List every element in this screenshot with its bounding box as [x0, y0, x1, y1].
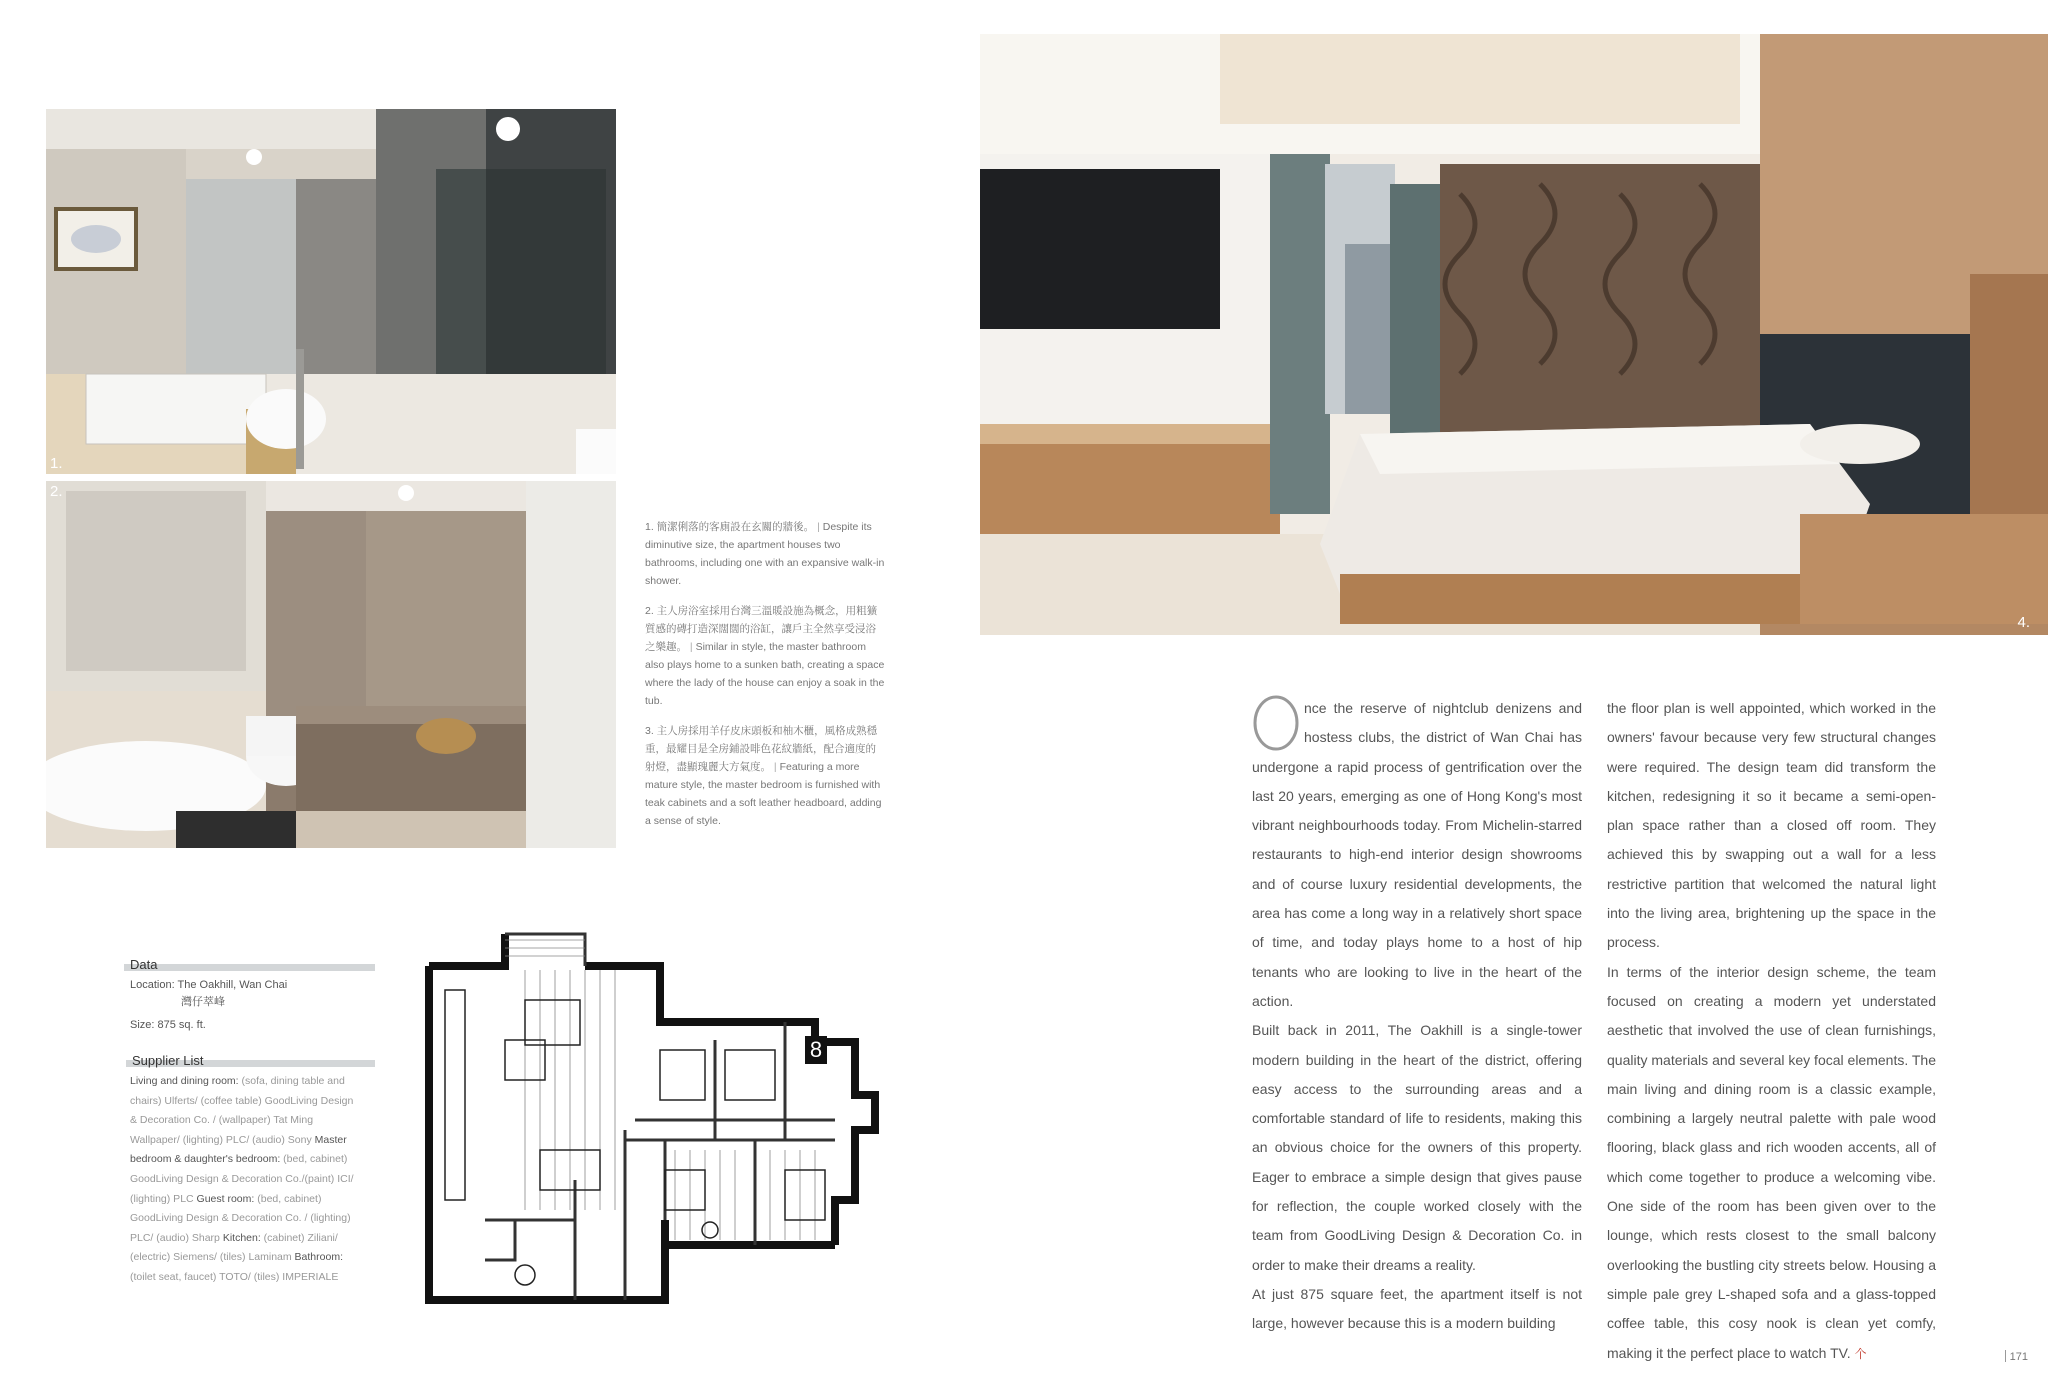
caption-3-zh: 3. 主人房採用羊仔皮床頭板和柚木櫃，風格成熟穩重，最耀目是全房鋪設啡色花紋牆紙，配合適度的射燈，盡顯瑰麗大方氣度。 [645, 725, 878, 773]
supplier-value-guest: (bed, cabinet) GoodLiving Design & Decoration Co. / (lighting) PLC/ (audio) Sharp [130, 1192, 351, 1244]
data-heading: Data [124, 958, 375, 972]
location-line [130, 977, 370, 994]
supplier-value-living: (sofa, dining table and chairs) Ulferts/ (coffee table) GoodLiving Design & Decoration Co. / (wallpaper) Tat Ming Wallpaper/ (lighting) PLC/ (audio) Sony [130, 1075, 354, 1146]
photo-number-4: 4. [2017, 614, 2030, 631]
plan-label: 8 [805, 1036, 827, 1064]
dropcap-o-icon [1252, 694, 1300, 752]
article-col1-p1: nce the reserve of nightclub denizens and hostess clubs, the district of Wan Chai has undergone a rapid process of gentrification over the last 20 years, emerging as one of Hong Kong's most vibrant neighbourhoods today. From Michelin-starred restaurants to high-end interior design showrooms and of course luxury residential developments, the area has come a long way in a relatively short space of time, and today plays home to a host of hip tenants who are looking to live in the heart of the action. [1252, 700, 1582, 1009]
supplier-list [130, 1072, 360, 1288]
photo-guest-bathroom [46, 109, 616, 474]
supplier-key-guest: Guest room: [196, 1192, 255, 1205]
caption-2-zh: 2. 主人房浴室採用台灣三溫暖設施為概念，用粗獷質感的磚打造深闊闊的浴缸，讓戶主全然享受浸浴之樂趣。 [645, 605, 878, 653]
size-line: Size: 875 sq. ft. [130, 1019, 206, 1031]
article-column-1 [1252, 694, 1582, 1339]
supplier-key-bathroom: Bathroom: [294, 1251, 343, 1264]
supplier-key-kitchen: Kitchen: [222, 1231, 261, 1244]
article-col1-p3: At just 875 square feet, the apartment itself is not large, however because this is a modern building [1252, 1285, 1582, 1332]
location-value: The Oakhill, Wan Chai [177, 979, 288, 991]
caption-3-en: Featuring a more mature style, the master bedroom is furnished with teak cabinets and a soft leather headboard, adding a sense of style. [645, 761, 882, 827]
caption-1-en: Despite its diminutive size, the apartment houses two bathrooms, including one with an expansive walk-in shower. [645, 521, 885, 587]
article-col1-p2: Built back in 2011, The Oakhill is a single-tower modern building in the heart of the district, offering easy access to the surrounding areas and a comfortable standard of life to residents, making this an obvious choice for the owners of this property. Eager to embrace a simple design that gives pause for reflection, the couple worked closely with the team from GoodLiving Design & Decoration Co. in order to make their dreams a reality. [1252, 1022, 1582, 1273]
supplier-value-kitchen: (cabinet) Ziliani/ (electric) Siemens/ (tiles) Laminam [130, 1231, 338, 1264]
caption-2-en: Similar in style, the master bathroom also plays home to a sunken bath, creating a space where the lady of the house can enjoy a soak in the tub. [645, 641, 885, 707]
page-number: 171 [2005, 1350, 2028, 1363]
caption-1: 1. 簡潔俐落的客廁設在玄關的牆後。 | Despite its diminutive size, the apartment houses two bathrooms, including one with an expansive walk-in shower. [645, 521, 885, 587]
article-col2-p1: the floor plan is well appointed, which worked in the owners' favour because very few structural changes were required. The design team did transform the kitchen, redesigning it so it became a semi-open-plan space rather than a closed off room. They achieved this by swapping out a wall for a less restrictive partition that welcomed the natural light into the living area, brightening up the space in the process. [1607, 700, 1936, 951]
end-mark-icon: 个 [1854, 1346, 1867, 1361]
data-details [130, 977, 370, 1034]
caption-2: 2. 主人房浴室採用台灣三溫暖設施為概念，用粗獷質感的磚打造深闊闊的浴缸，讓戶主全然享受浸浴之樂趣。 | Similar in style, the master bathroom also plays home to a sunken bath, creating a space where the lady of the house can enjoy a soak in the tub. [645, 605, 885, 707]
location-zh: 灣仔萃峰 [181, 996, 225, 1008]
photo-master-bathroom [46, 481, 616, 848]
article-col2-p2-wrap [1607, 958, 1936, 1369]
article-column-2 [1607, 694, 1936, 1369]
caption-1-zh: 1. 簡潔俐落的客廁設在玄關的牆後。 [645, 521, 815, 533]
photo-number-2: 2. [50, 483, 63, 500]
caption-3: 3. 主人房採用羊仔皮床頭板和柚木櫃，風格成熟穩重，最耀目是全房鋪設啡色花紋牆紙，配合適度的射燈，盡顯瑰麗大方氣度。 | Featuring a more mature style, the master bedroom is furnished with teak cabinets and a soft leather headboard, adding a sense of style. [645, 725, 882, 827]
floor-plan [425, 930, 895, 1325]
supplier-value-bathroom: (toilet seat, faucet) TOTO/ (tiles) IMPERIALE [130, 1270, 339, 1283]
photo-master-bedroom [980, 34, 2048, 635]
supplier-value-master: (bed, cabinet) GoodLiving Design & Decoration Co./(paint) ICI/ (lighting) PLC [130, 1153, 354, 1205]
supplier-key-master: Master bedroom & daughter's bedroom: [130, 1133, 347, 1166]
location-label: Location: [130, 979, 175, 991]
supplier-key-living: Living and dining room: [130, 1075, 239, 1087]
supplier-heading: Supplier List [126, 1054, 375, 1068]
article-col2-p2: In terms of the interior design scheme, the team focused on creating a modern yet understated aesthetic that involved the use of clean furnishings, quality materials and several key focal elements. The main living and dining room is a classic example, combining a largely neutral palette with pale wood flooring, black glass and rich wooden accents, all of which come together to produce a welcoming vibe. One side of the room has been given over to the lounge, which rests closest to the small balcony overlooking the bustling city streets below. Housing a simple pale grey L-shaped sofa and a glass-topped coffee table, this cosy nook is clean yet comfy, making it the perfect place to watch TV. [1607, 963, 1936, 1361]
photo-captions [645, 518, 885, 842]
article-paragraph-1 [1252, 694, 1582, 1016]
photo-number-1: 1. [50, 455, 63, 472]
